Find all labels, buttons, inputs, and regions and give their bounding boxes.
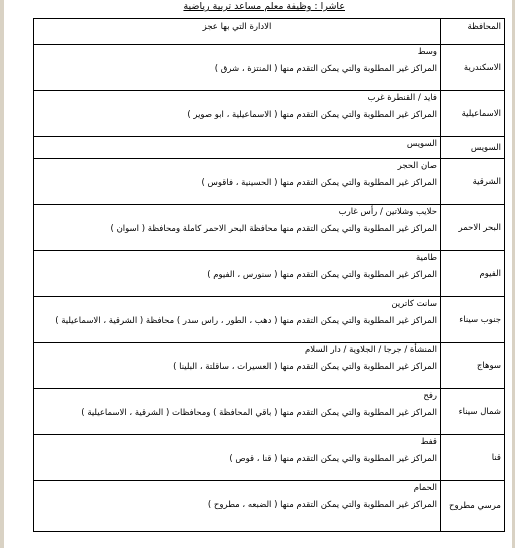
governorate-cell: الاسكندرية (441, 45, 505, 91)
department-cell (34, 297, 441, 343)
department-cell (34, 159, 441, 205)
table-row (34, 45, 505, 91)
eligible-centers-note: المراكز غير المطلوبة والتي يمكن التقدم منها ( العسيرات ، ساقلتة ، البلينا ) (173, 362, 437, 372)
governorate-cell: البحر الاحمر (441, 205, 505, 251)
department-name: حلايب وشلاتين / رأس غارب (338, 207, 437, 217)
eligible-centers-note: المراكز غير المطلوبة والتي يمكن التقدم منها ( قنا ، قوص ) (229, 454, 437, 464)
department-name: فايد / القنطرة غرب (367, 93, 437, 103)
governorate-cell: سوهاج (441, 343, 505, 389)
table-row (34, 389, 505, 435)
eligible-centers-note: المراكز غير المطلوبة والتي يمكن التقدم منها ( دهب ، الطور ، راس سدر ) محافظة ( الشرقية ، الاسماعيلية ) (55, 316, 437, 326)
department-cell (34, 389, 441, 435)
governorate-cell: مرسي مطروح (441, 481, 505, 532)
governorate-cell: الفيوم (441, 251, 505, 297)
department-cell (34, 45, 441, 91)
governorate-cell: شمال سيناء (441, 389, 505, 435)
department-cell (34, 435, 441, 481)
department-name: المنشأة / جرجا / الجلاوية / دار السلام (304, 345, 437, 355)
governorate-cell: السويس (441, 137, 505, 159)
department-cell (34, 343, 441, 389)
table-row (34, 297, 505, 343)
vacancies-table (33, 18, 505, 532)
section-heading: عاشرا : وظيفة معلم مساعد تربية رياضية (183, 1, 345, 12)
department-name: الحمام (413, 483, 437, 493)
department-name: السويس (406, 139, 437, 149)
table-row (34, 159, 505, 205)
eligible-centers-note: المراكز غير المطلوبة والتي يمكن التقدم منها ( سنورس ، الفيوم ) (207, 270, 437, 280)
department-name: قفط (420, 437, 437, 447)
table-row (34, 435, 505, 481)
table-row (34, 91, 505, 137)
header-governorate: المحافظة (441, 19, 505, 45)
department-cell (34, 137, 441, 159)
table-row (34, 205, 505, 251)
governorate-cell: قنا (441, 435, 505, 481)
department-name: رفح (423, 391, 437, 401)
governorate-cell: الاسماعيلية (441, 91, 505, 137)
eligible-centers-note: المراكز غير المطلوبة والتي يمكن التقدم منها ( المنتزة ، شرق ) (214, 64, 437, 74)
department-name: وسط (417, 47, 437, 57)
department-cell (34, 251, 441, 297)
department-cell (34, 481, 441, 532)
department-cell (34, 91, 441, 137)
eligible-centers-note: المراكز غير المطلوبة والتي يمكن التقدم منها ( الحسينية ، فاقوس ) (201, 178, 437, 188)
department-name: طامية (415, 253, 437, 263)
department-name: سانت كاترين (391, 299, 437, 309)
governorate-cell: الشرقية (441, 159, 505, 205)
header-department: الادارة التي بها عجز (34, 19, 441, 45)
table-row (34, 343, 505, 389)
governorate-cell: جنوب سيناء (441, 297, 505, 343)
table-row (34, 137, 505, 159)
table-row (34, 251, 505, 297)
department-cell (34, 205, 441, 251)
eligible-centers-note: المراكز غير المطلوبة والتي يمكن التقدم منها ( الاسماعيلية ، ابو صوير ) (187, 110, 437, 120)
left-frame-strip (0, 0, 4, 548)
table-header-row (34, 19, 505, 45)
eligible-centers-note: المراكز غير المطلوبة والتي يمكن التقدم منها ( باقي المحافظة ) ومحافظات ( الشرقية ، الاسماعيلية ) (81, 408, 437, 418)
eligible-centers-note: المراكز غير المطلوبة والتي يمكن التقدم منها محافظة البحر الاحمر كاملة ومحافظة ( اسوان ) (110, 224, 437, 234)
table-row (34, 481, 505, 532)
eligible-centers-note: المراكز غير المطلوبة والتي يمكن التقدم منها ( الضبعه ، مطروح ) (207, 500, 437, 510)
department-name: صان الحجر (397, 161, 437, 171)
